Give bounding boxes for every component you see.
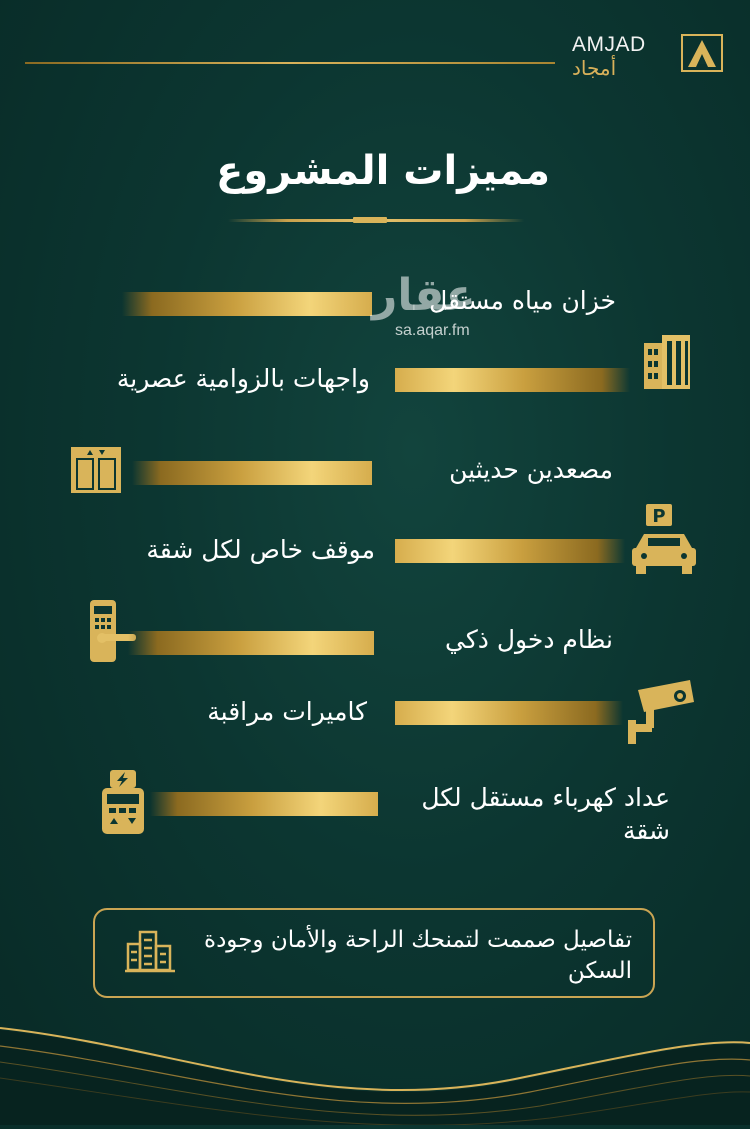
brand-name-en: AMJAD xyxy=(572,33,646,56)
svg-text:P: P xyxy=(652,506,666,527)
feature-facades: واجهات بالزوامية عصرية xyxy=(116,364,370,393)
feature-electric-meter: عداد كهرباء مستقل لكل شقة xyxy=(421,783,670,845)
building-icon xyxy=(640,333,698,391)
feature-bar-elevators xyxy=(132,461,372,485)
feature-bar-smart-entry xyxy=(128,631,374,655)
feature-smart-entry: نظام دخول ذكي xyxy=(445,625,613,654)
title-underline-accent xyxy=(353,217,387,223)
feature-bar-facades xyxy=(395,368,630,392)
feature-bar-water-tank xyxy=(122,292,372,316)
decorative-wave xyxy=(0,1010,750,1125)
elevator-icon xyxy=(70,446,122,494)
parking-car-icon xyxy=(630,504,698,576)
electric-meter-icon xyxy=(100,770,146,834)
watermark-url: sa.aqar.fm xyxy=(395,322,470,339)
security-camera-icon xyxy=(624,680,696,746)
watermark-logo: عقار xyxy=(372,270,476,321)
page-title: مميزات المشروع xyxy=(216,148,550,194)
feature-bar-electric-meter xyxy=(150,792,378,816)
header-gold-line xyxy=(25,62,555,64)
feature-parking: موقف خاص لكل شقة xyxy=(146,535,375,564)
feature-elevators: مصعدين حديثين xyxy=(449,455,613,484)
feature-cameras: كاميرات مراقبة xyxy=(207,697,367,726)
buildings-icon xyxy=(124,928,176,978)
feature-water-tank: خزان مياه مستقل xyxy=(429,286,616,315)
feature-bar-cameras xyxy=(395,701,623,725)
brand-logo-text xyxy=(572,34,682,78)
feature-bar-parking xyxy=(395,539,625,563)
brand-name-ar: أمجاد xyxy=(572,56,617,80)
tagline-text: تفاصيل صممت لتمنحك الراحة والأمان وجودة السكن xyxy=(204,927,632,985)
brand-logo-icon xyxy=(681,34,723,72)
